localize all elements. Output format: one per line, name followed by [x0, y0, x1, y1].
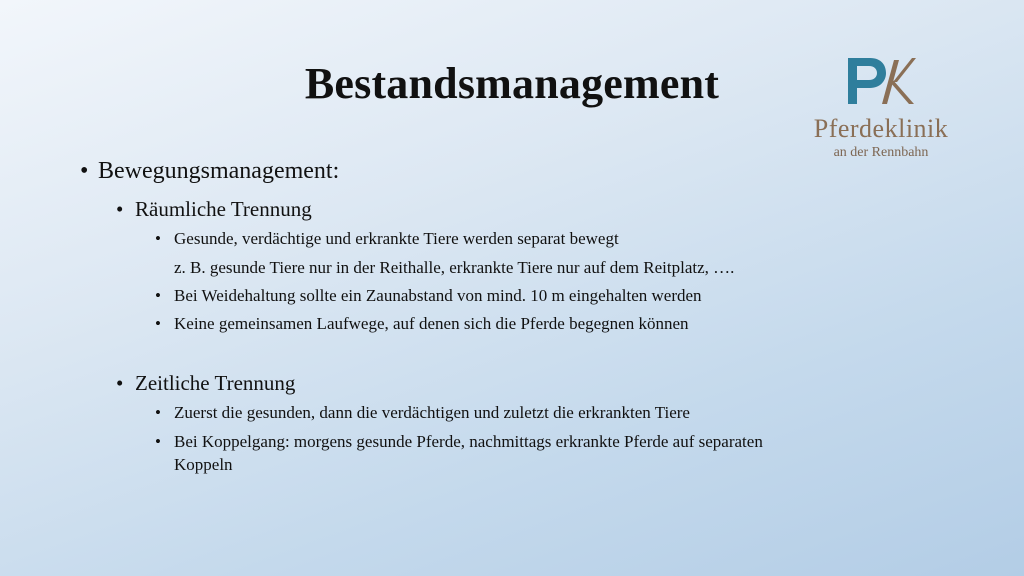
- bullet-icon: •: [155, 432, 161, 451]
- list-item-example: z. B. gesunde Tiere nur in der Reithalle, erkrankte Tiere nur auf dem Reitplatz, ….: [174, 258, 735, 277]
- bullet-icon: •: [155, 286, 161, 305]
- heading-temporal-separation: Zeitliche Trennung: [135, 371, 296, 395]
- clinic-logo: [800, 52, 962, 164]
- bullet-icon: •: [116, 197, 124, 221]
- bullet-icon: •: [80, 158, 89, 184]
- list-item: Bei Koppelgang: morgens gesunde Pferde, nachmittags erkrankte Pferde auf separaten: [174, 432, 763, 451]
- bullet-main: Bewegungsmanagement:: [98, 158, 340, 184]
- list-item: Bei Weidehaltung sollte ein Zaunabstand von mind. 10 m eingehalten werden: [174, 286, 702, 305]
- list-item: Keine gemeinsamen Laufwege, auf denen sich die Pferde begegnen können: [174, 314, 689, 333]
- list-item: Gesunde, verdächtige und erkrankte Tiere werden separat bewegt: [174, 229, 619, 248]
- bullet-icon: •: [155, 403, 161, 422]
- bullet-icon: •: [116, 371, 124, 395]
- list-item-continuation: Koppeln: [174, 455, 233, 474]
- heading-spatial-separation: Räumliche Trennung: [135, 197, 312, 221]
- bullet-icon: •: [155, 314, 161, 333]
- logo-clinic-subtitle: an der Rennbahn: [833, 145, 929, 160]
- logo-clinic-name: Pferdeklinik: [813, 114, 949, 143]
- slide-title: Bestandsmanagement: [304, 59, 720, 108]
- list-item: Zuerst die gesunden, dann die verdächtigen und zuletzt die erkrankten Tiere: [174, 403, 690, 422]
- bullet-icon: •: [155, 229, 161, 248]
- pk-logo-mark-icon: [846, 52, 916, 108]
